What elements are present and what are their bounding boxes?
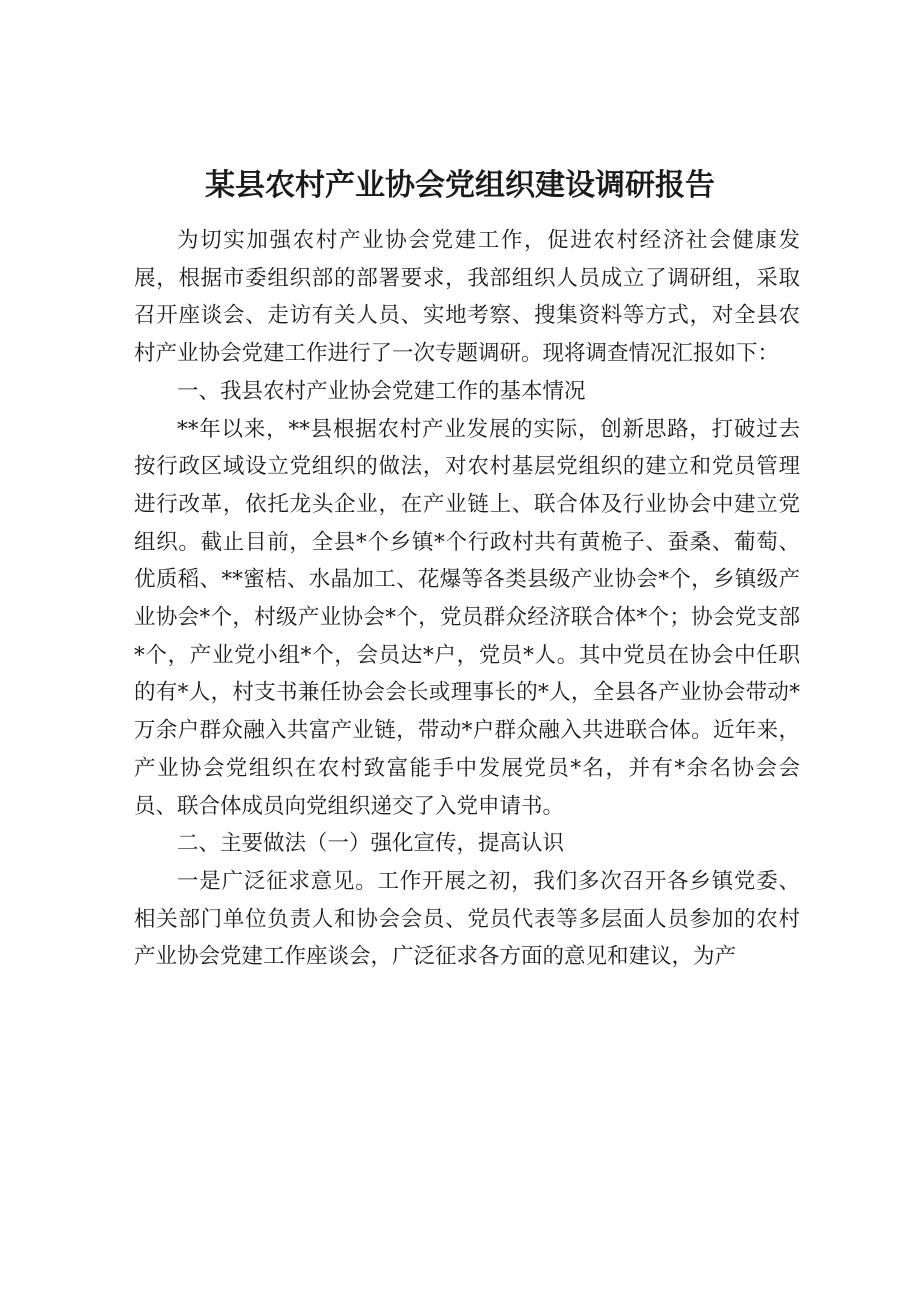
section-heading-basic-situation: 一、我县农村产业协会党建工作的基本情况 — [177, 378, 586, 404]
paragraph-intro: 为切实加强农村产业协会党建工作，促进农村经济社会健康发展，根据市委组织部的部署要求，我部组织人员成立了调研组，采取召开座谈会、走访有关人员、实地考察、搜集资料等方式，对全县农村产业协会党建工作进行了一次专题调研。现将调查情况汇报如下： — [134, 228, 800, 367]
paragraph-basic-situation: **年以来，**县根据农村产业发展的实际，创新思路，打破过去按行政区域设立党组织的做法，对农村基层党组织的建立和党员管理进行改革，依托龙头企业，在产业链上、联合体及行业协会中建立党组织。截止目前，全县*个乡镇*个行政村共有黄桅子、蚕桑、葡萄、优质稻、**蜜桔、水晶加工、花爆等各类县级产业协会*个，乡镇级产业协会*个，村级产业协会*个，党员群众经济联合体*个；协会党支部*个，产业党小组*个，会员达*户，党员*人。其中党员在协会中任职的有*人，村支书兼任协会会长或理事长的*人，全县各产业协会带动*万余户群众融入共富产业链，带动*户群众融入共进联合体。近年来，产业协会党组织在农村致富能手中发展党员*名，并有*余名协会会员、联合体成员向党组织递交了入党申请书。 — [134, 416, 800, 819]
document-title: 某县农村产业协会党组织建设调研报告 — [205, 168, 715, 203]
paragraph-solicit-opinions: 一是广泛征求意见。工作开展之初，我们多次召开各乡镇党委、相关部门单位负责人和协会会员、党员代表等多层面人员参加的农村产业协会党建工作座谈会，广泛征求各方面的意见和建议，为产 — [134, 868, 800, 970]
document-body — [134, 222, 800, 976]
section-heading-main-practices: 二、主要做法（一）强化宣传，提高认识 — [177, 831, 565, 857]
